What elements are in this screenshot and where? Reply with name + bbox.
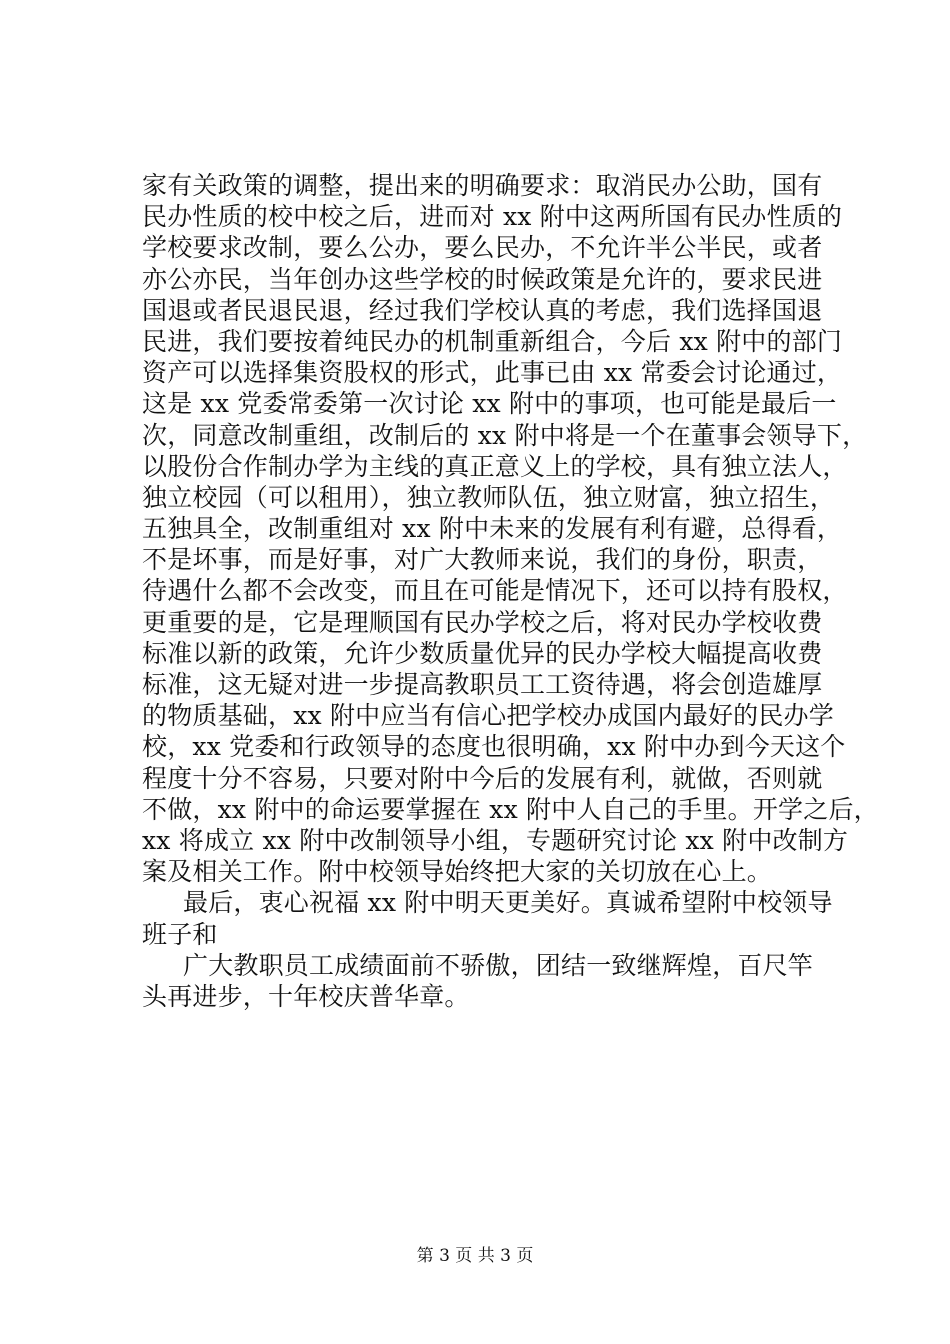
text-line: 头再进步，十年校庆普华章。 <box>142 981 470 1011</box>
text-line: 独立校园（可以租用），独立教师队伍，独立财富，独立招生， <box>142 482 836 512</box>
text-line: 校，xx 党委和行政领导的态度也很明确，xx 附中办到今天这个 <box>142 732 846 762</box>
text-line: 案及相关工作。附中校领导始终把大家的关切放在心上。 <box>142 857 773 887</box>
text-line: 标准以新的政策，允许少数质量优异的民办学校大幅提高收费 <box>142 638 823 668</box>
text-line: 这是 xx 党委常委第一次讨论 xx 附中的事项，也可能是最后一 <box>142 389 837 419</box>
page-footer: 第 3 页 共 3 页 <box>416 1246 534 1266</box>
text-line: 家有关政策的调整，提出来的明确要求：取消民办公助，国有 <box>142 171 823 200</box>
text-line: 的物质基础，xx 附中应当有信心把学校办成国内最好的民办学 <box>142 701 834 731</box>
text-line: 亦公亦民，当年创办这些学校的时候政策是允许的，要求民进 <box>142 264 823 294</box>
text-line: 不做，xx 附中的命运要掌握在 xx 附中人自己的手里。开学之后， <box>142 794 879 824</box>
text-line: 次，同意改制重组，改制后的 xx 附中将是一个在董事会领导下， <box>142 420 868 450</box>
text-line: 以股份合作制办学为主线的真正意义上的学校，具有独立法人， <box>142 451 848 481</box>
text-line: 不是坏事，而是好事，对广大教师来说，我们的身份，职责， <box>142 545 823 575</box>
text-line: 标准，这无疑对进一步提高教职员工工资待遇，将会创造雄厚 <box>142 670 823 699</box>
text-line: 五独具全，改制重组对 xx 附中未来的发展有利有避，总得看， <box>142 514 843 544</box>
text-line: 国退或者民退民退，经过我们学校认真的考虑，我们选择国退 <box>142 295 823 325</box>
text-line: 待遇什么都不会改变，而且在可能是情况下，还可以持有股权， <box>142 576 848 606</box>
text-line: 资产可以选择集资股权的形式，此事已由 xx 常委会讨论通过， <box>142 358 843 388</box>
text-line: 最后，衷心祝福 xx 附中明天更美好。真诚希望附中校领导 <box>183 888 833 918</box>
text-line: 民进，我们要按着纯民办的机制重新组合，今后 xx 附中的部门 <box>142 326 843 356</box>
text-line: 学校要求改制，要么公办，要么民办，不允许半公半民，或者 <box>142 233 823 263</box>
text-line: 程度十分不容易，只要对附中今后的发展有利，就做，否则就 <box>142 763 823 793</box>
text-line: xx 将成立 xx 附中改制领导小组，专题研究讨论 xx 附中改制方 <box>142 825 849 855</box>
text-line: 民办性质的校中校之后，进而对 xx 附中这两所国有民办性质的 <box>142 202 843 232</box>
text-line: 更重要的是，它是理顺国有民办学校之后，将对民办学校收费 <box>142 607 823 637</box>
text-line: 班子和 <box>142 919 218 949</box>
body-text <box>142 170 879 1012</box>
text-line: 广大教职员工成绩面前不骄傲，团结一致继辉煌，百尺竿 <box>183 950 814 980</box>
